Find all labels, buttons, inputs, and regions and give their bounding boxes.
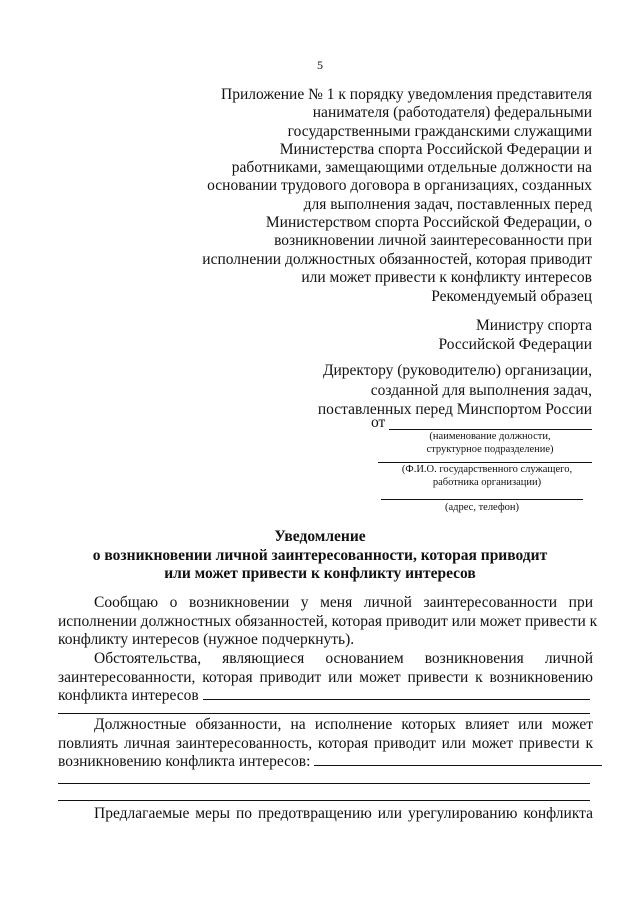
duties-field-continuation[interactable] [58,783,590,784]
paragraph-line: повлиять личная заинтересованность, которая приводит или может привести к [58,734,593,752]
paragraph-measures [58,805,593,824]
annex-line: исполнении должностных обязанностей, которая приводит [202,250,592,268]
title-line: Уведомление [274,528,366,545]
circumstances-field-continuation[interactable] [58,713,590,714]
paragraph-notice [58,594,598,650]
sample-label: Рекомендуемый образец [431,288,592,305]
addressee-line: созданной для выполнения задач, [370,381,592,399]
annex-line: или может привести к конфликту интересов [301,268,592,286]
hint-line: структурное подразделение) [426,444,554,455]
title-line: о возникновении личной заинтересованности, которая приводит [92,546,548,564]
duties-field-continuation[interactable] [58,800,590,801]
paragraph-line [58,753,593,772]
annex-line: возникновении личной заинтересованности при [274,232,592,250]
addressee-minister [439,316,592,354]
paragraph-line-text: конфликта интересов [58,687,199,705]
paragraph-line-text: возникновению конфликта интересов: [58,753,311,771]
title-line: или может привести к конфликту интересов [164,565,476,582]
hint-line: работника организации) [432,477,542,488]
annex-line: Приложение № 1 к порядку уведомления представителя [221,86,592,103]
paragraph-line: Обстоятельства, являющиеся основанием возникновения личной [94,650,593,667]
paragraph-duties [58,716,593,772]
annex-line: для выполнения задач, поставленных перед [303,195,592,213]
from-label: от [371,414,386,431]
name-hint [382,463,592,489]
document-title [0,528,640,584]
hint-line: (Ф.И.О. государственного служащего, [401,464,573,475]
annex-line: нанимателя (работодателя) федеральными [312,104,592,122]
address-field[interactable] [381,499,583,500]
paragraph-line: Должностные обязанности, на исполнение которых влияет или может [94,716,593,733]
circumstances-field[interactable] [203,687,590,700]
paragraph-line: заинтересованности, которая приводит или может привести к возникновению [58,668,593,686]
addressee-line: поставленных перед Минспортом России [317,401,592,418]
addressee-line: Министру спорта [476,317,592,334]
annex-line: Министерством спорта Российской Федерации, о [265,214,592,232]
annex-line: государственными гражданскими служащими [287,122,592,140]
page-number: 5 [317,58,323,72]
paragraph-line: Предлагаемые меры по предотвращению или урегулированию конфликта [94,805,593,822]
position-hint [392,430,588,456]
duties-field[interactable] [314,753,602,766]
annex-line: работниками, замещающими отдельные должности на [231,159,592,177]
address-hint: (адрес, телефон) [444,502,520,513]
addressee-director [318,361,592,420]
addressee-line: Директору (руководителю) организации, [322,362,592,379]
paragraph-circumstances [58,650,593,706]
annex-line: основании трудового договора в организациях, созданных [207,177,592,195]
paragraph-line [58,687,593,706]
paragraph-line: Сообщаю о возникновении у меня личной заинтересованности при [94,594,593,611]
hint-line: (наименование должности, [429,431,551,442]
addressee-line: Российской Федерации [438,336,592,353]
paragraph-line: конфликту интересов (нужное подчеркнуть). [58,631,355,649]
annex-header [152,86,592,287]
paragraph-line: исполнении должностных обязанностей, которая приводит или может привести к [58,612,598,630]
annex-line: Министерства спорта Российской Федерации и [279,140,592,158]
